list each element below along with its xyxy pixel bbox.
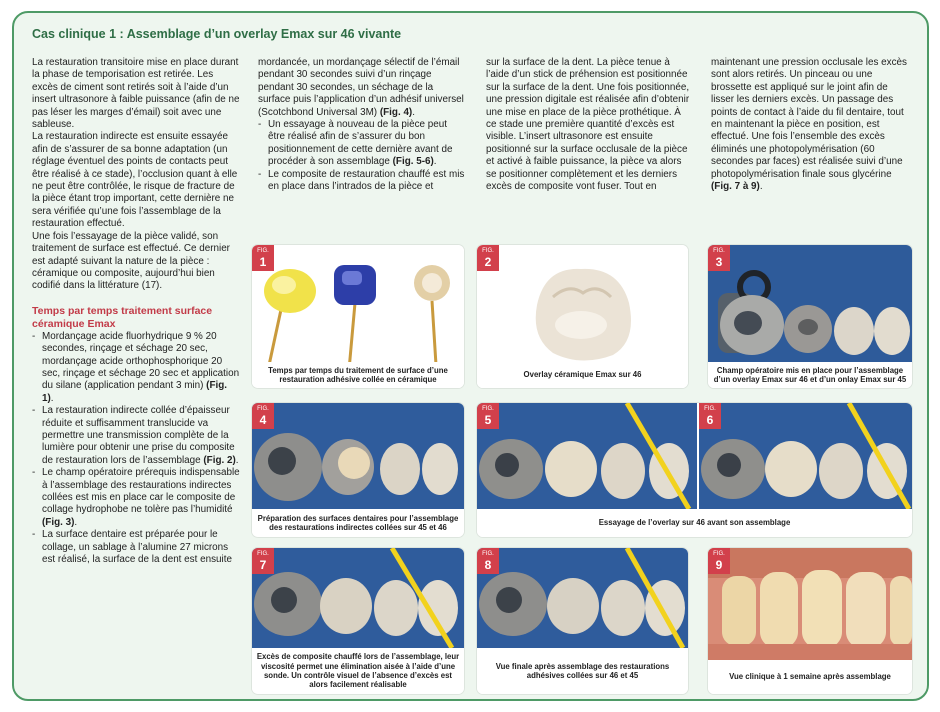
figure-3 (708, 245, 912, 388)
paragraph: sur la surface de la dent. La pièce tenue à l’aide d’un stick de préhension est positionnée sur la surface de la dent. Une fois positionnée, une pression digitale est réalisée afin d’obtenir une mise en place de la pièce prothétique. À ce stade une première quantité d’excès est visible. L’insert ultrasonore est ensuite positionné sur la surface occlusale de la pièce et activé à faible puissance, la pièce va alors se positionner complètement et les derniers excès de composite vont fuser. Tout en (486, 57, 690, 193)
figure-caption: Vue finale après assemblage des restaurations adhésives collées sur 46 et 45 (477, 648, 688, 694)
text-column-3 (486, 57, 692, 193)
figure-badge: FIG. 3 (708, 245, 730, 271)
list-item: - Le composite de restauration chauffé est mis en place dans l’intrados de la pièce et (258, 169, 466, 194)
article-frame (12, 11, 929, 701)
text-column-4 (711, 57, 912, 193)
list-item: - Mordançage acide fluorhydrique 9 % 20 secondes, rinçage et séchage 20 sec, mordançage acide orthophosphorique 20 sec, rinçage et séchage 20 sec et application du silane (application pendant 3 min) (Fig. 1). (32, 331, 241, 405)
article-title: Cas clinique 1 : Assemblage d’un overlay Emax sur 46 vivante (32, 27, 402, 41)
figure-caption: Préparation des surfaces dentaires pour l’assemblage des restaurations indirectes collées sur 45 et 46 (252, 509, 464, 537)
figure-badge: FIG. 4 (252, 403, 274, 429)
figure-5-6 (477, 403, 912, 537)
list-item: - La restauration indirecte collée d’épaisseur réduite et suffisamment translucide va permettre une transmission complète de la lumière pour obtenir une prise du composite de restauration lors de l’assemblage (Fig. 2). (32, 405, 241, 467)
figure-8 (477, 548, 688, 694)
text-column-1 (32, 57, 241, 566)
figure-badge: FIG. 7 (252, 548, 274, 574)
figure-caption: Excès de composite chauffé lors de l’assemblage, leur viscosité permet une élimination aisée à l’aide d’une sonde. Un contrôle visuel de l’absence d’excès est alors facilement réalisable (252, 648, 464, 694)
list-item: - Un essayage à nouveau de la pièce peut être réalisé afin de s’assurer du bon positionnement de cette dernière avant de procéder à son assemblage (Fig. 5-6). (258, 119, 466, 169)
figure-2 (477, 245, 688, 388)
figure-badge: FIG. 9 (708, 548, 730, 574)
text-column-2 (258, 57, 466, 193)
paragraph: mordancée, un mordançage sélectif de l’émail pendant 30 secondes suivi d’un rinçage pendant 30 secondes, un séchage de la surface puis l’application d’un adhésif universel (Scotchbond Universal 3M) (Fig. 4). (258, 57, 464, 118)
figure-caption: Champ opératoire mis en place pour l’assemblage d’un overlay Emax sur 46 et d’un onlay Emax sur 45 (708, 362, 912, 388)
figure-badge: FIG. 2 (477, 245, 499, 271)
figure-badge: FIG. 6 (699, 403, 721, 429)
list-item: - La surface dentaire est préparée pour le collage, un sablage à l’alumine 27 microns est réalisé, la surface de la dent est ensuite (32, 529, 241, 566)
figure-badge: FIG. 8 (477, 548, 499, 574)
figure-7 (252, 548, 464, 694)
bullet-list (32, 331, 241, 567)
figure-badge: FIG. 5 (477, 403, 499, 429)
figure-4 (252, 403, 464, 537)
figure-caption: Vue clinique à 1 semaine après assemblage (708, 660, 912, 694)
figure-caption: Essayage de l’overlay sur 46 avant son assemblage (477, 509, 912, 537)
figure-caption: Temps par temps du traitement de surface d’une restauration adhésive collée en céramique (252, 362, 464, 388)
figure-badge: FIG. 1 (252, 245, 274, 271)
figure-9 (708, 548, 912, 694)
figure-caption: Overlay céramique Emax sur 46 (477, 362, 688, 388)
paragraph: La restauration indirecte est ensuite essayée afin de s’assurer de sa bonne adaptation (un réglage éventuel des points de contacts peut être réalisé à ce stade), l’occlusion quant à elle ne peut être contrôlée, le risque de fracture de la pièce étant trop important, cette dernière ne sera vérifiée qu’une fois l’assemblage de la restauration effectué. (32, 131, 238, 230)
section-heading: Temps par temps traitement surface céramique Emax (32, 304, 213, 330)
list-item: - Le champ opératoire prérequis indispensable à l’assemblage des restaurations indirectes collées est mis en place car le composite de collage hydrophobe ne tolère pas l’humidité (Fig. 3). (32, 467, 241, 529)
paragraph: La restauration transitoire mise en place durant la phase de temporisation est retirée. Les excès de ciment sont retirés soit à l’aide d’un insert ultrasonore à faible puissance (afin de ne pas léser les marges d’émail) soit avec une sableuse. (32, 57, 240, 131)
figure-1 (252, 245, 464, 388)
bullet-list (258, 119, 466, 193)
paragraph: Une fois l’essayage de la pièce validé, son traitement de surface est effectué. Ce dernier est adapté suivant la nature de la pièce : céramique ou composite, aujourd’hui bien codifié dans la littérature (17). (32, 230, 230, 292)
paragraph: maintenant une pression occlusale les excès sont alors retirés. Un pinceau ou une brossette est appliqué sur le joint afin de lisser les derniers excès. Un passage des points de contact à l’aide du fil dentaire, tout en maintenant la pièce en position, est effectué. Une fois l’ensemble des excès éliminés une photopolymérisation (60 secondes par faces) est réalisée suivi d’une photopolymérisation finale sous glycérine (Fig. 7 à 9). (711, 57, 907, 193)
